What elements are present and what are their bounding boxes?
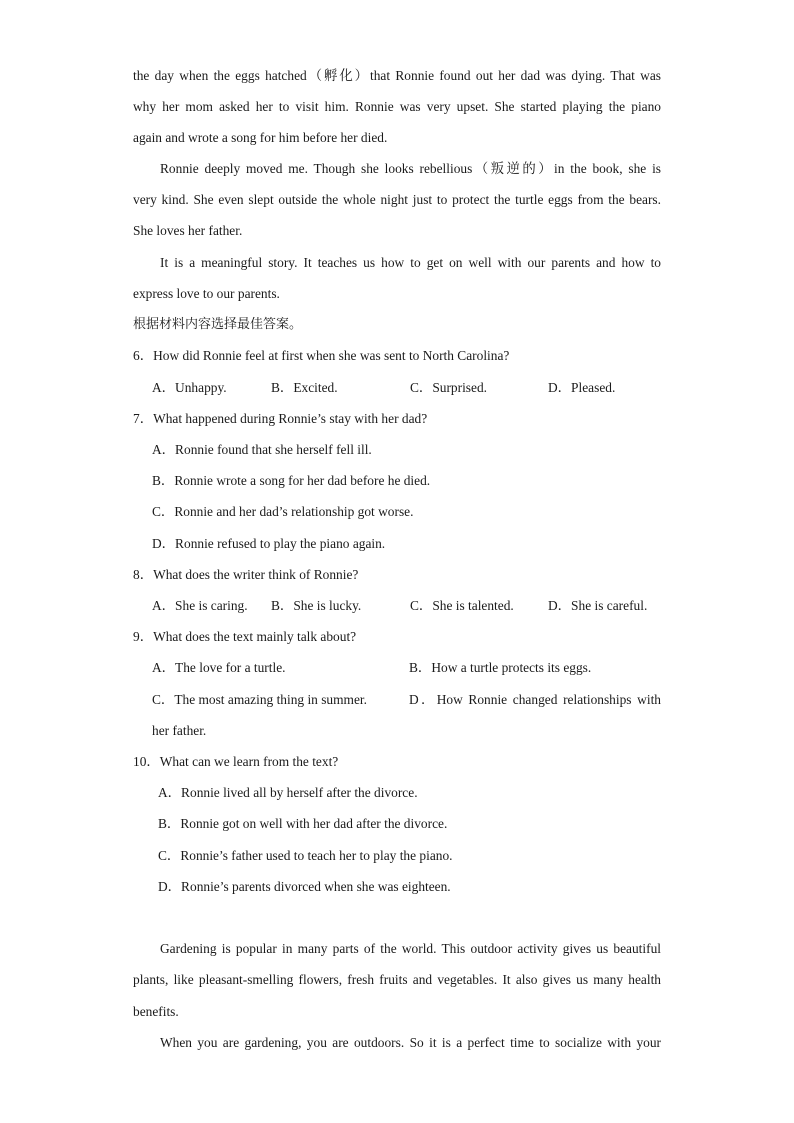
question-6-stem: 6．How did Ronnie feel at first when she was sent to North Carolina? (133, 348, 510, 363)
question-8-option-d[interactable]: D．She is careful. (548, 598, 648, 613)
passage1-line-7: It is a meaningful story. It teaches us how to get on well with our parents and how to (160, 255, 661, 270)
question-10-option-b[interactable]: B．Ronnie got on well with her dad after the divorce. (158, 816, 448, 831)
instruction-text: 根据材料内容选择最佳答案。 (133, 317, 303, 332)
question-7-option-a[interactable]: A．Ronnie found that she herself fell ill. (152, 442, 372, 457)
passage2-line-4: When you are gardening, you are outdoors. So it is a perfect time to socialize with your (160, 1035, 661, 1050)
question-6-option-a[interactable]: A．Unhappy. (152, 380, 227, 395)
passage2-line-2: plants, like pleasant-smelling flowers, fresh fruits and vegetables. It also gives us many health (133, 972, 661, 987)
question-8-stem: 8．What does the writer think of Ronnie? (133, 567, 359, 582)
question-10-stem: 10．What can we learn from the text? (133, 754, 339, 769)
passage1-line-3: again and wrote a song for him before her died. (133, 130, 388, 145)
question-9-option-a[interactable]: A．The love for a turtle. (152, 660, 286, 675)
passage2-line-1: Gardening is popular in many parts of the world. This outdoor activity gives us beautiful (160, 941, 661, 956)
passage1-line-4: Ronnie deeply moved me. Though she looks rebellious（叛逆的）in the book, she is (160, 161, 661, 176)
question-10-option-c[interactable]: C．Ronnie’s father used to teach her to play the piano. (158, 848, 453, 863)
passage1-line-1: the day when the eggs hatched（孵化）that Ronnie found out her dad was dying. That was (133, 68, 661, 83)
question-9-stem: 9．What does the text mainly talk about? (133, 629, 357, 644)
question-7-option-c[interactable]: C．Ronnie and her dad’s relationship got worse. (152, 504, 414, 519)
question-6-option-d[interactable]: D．Pleased. (548, 380, 616, 395)
question-6-option-b[interactable]: B．Excited. (271, 380, 338, 395)
question-7-option-b[interactable]: B．Ronnie wrote a song for her dad before he died. (152, 473, 431, 488)
passage1-line-2: why her mom asked her to visit him. Ronnie was very upset. She started playing the piano (133, 99, 661, 114)
passage1-line-5: very kind. She even slept outside the whole night just to protect the turtle eggs from the bears. (133, 192, 661, 207)
question-8-option-a[interactable]: A．She is caring. (152, 598, 248, 613)
question-7-stem: 7．What happened during Ronnie’s stay with her dad? (133, 411, 428, 426)
question-6-option-c[interactable]: C．Surprised. (410, 380, 487, 395)
question-9-option-c[interactable]: C．The most amazing thing in summer. (152, 692, 367, 707)
question-7-option-d[interactable]: D．Ronnie refused to play the piano again. (152, 536, 386, 551)
question-9-option-d-continued: her father. (152, 723, 207, 738)
question-9-option-b[interactable]: B．How a turtle protects its eggs. (409, 660, 592, 675)
passage1-line-6: She loves her father. (133, 223, 243, 238)
question-10-option-a[interactable]: A．Ronnie lived all by herself after the divorce. (158, 785, 418, 800)
question-8-option-b[interactable]: B．She is lucky. (271, 598, 362, 613)
question-10-option-d[interactable]: D．Ronnie’s parents divorced when she was eighteen. (158, 879, 451, 894)
passage2-line-3: benefits. (133, 1004, 179, 1019)
passage1-line-8: express love to our parents. (133, 286, 280, 301)
question-9-option-d[interactable]: D．How Ronnie changed relationships with (409, 692, 661, 707)
question-8-option-c[interactable]: C．She is talented. (410, 598, 514, 613)
